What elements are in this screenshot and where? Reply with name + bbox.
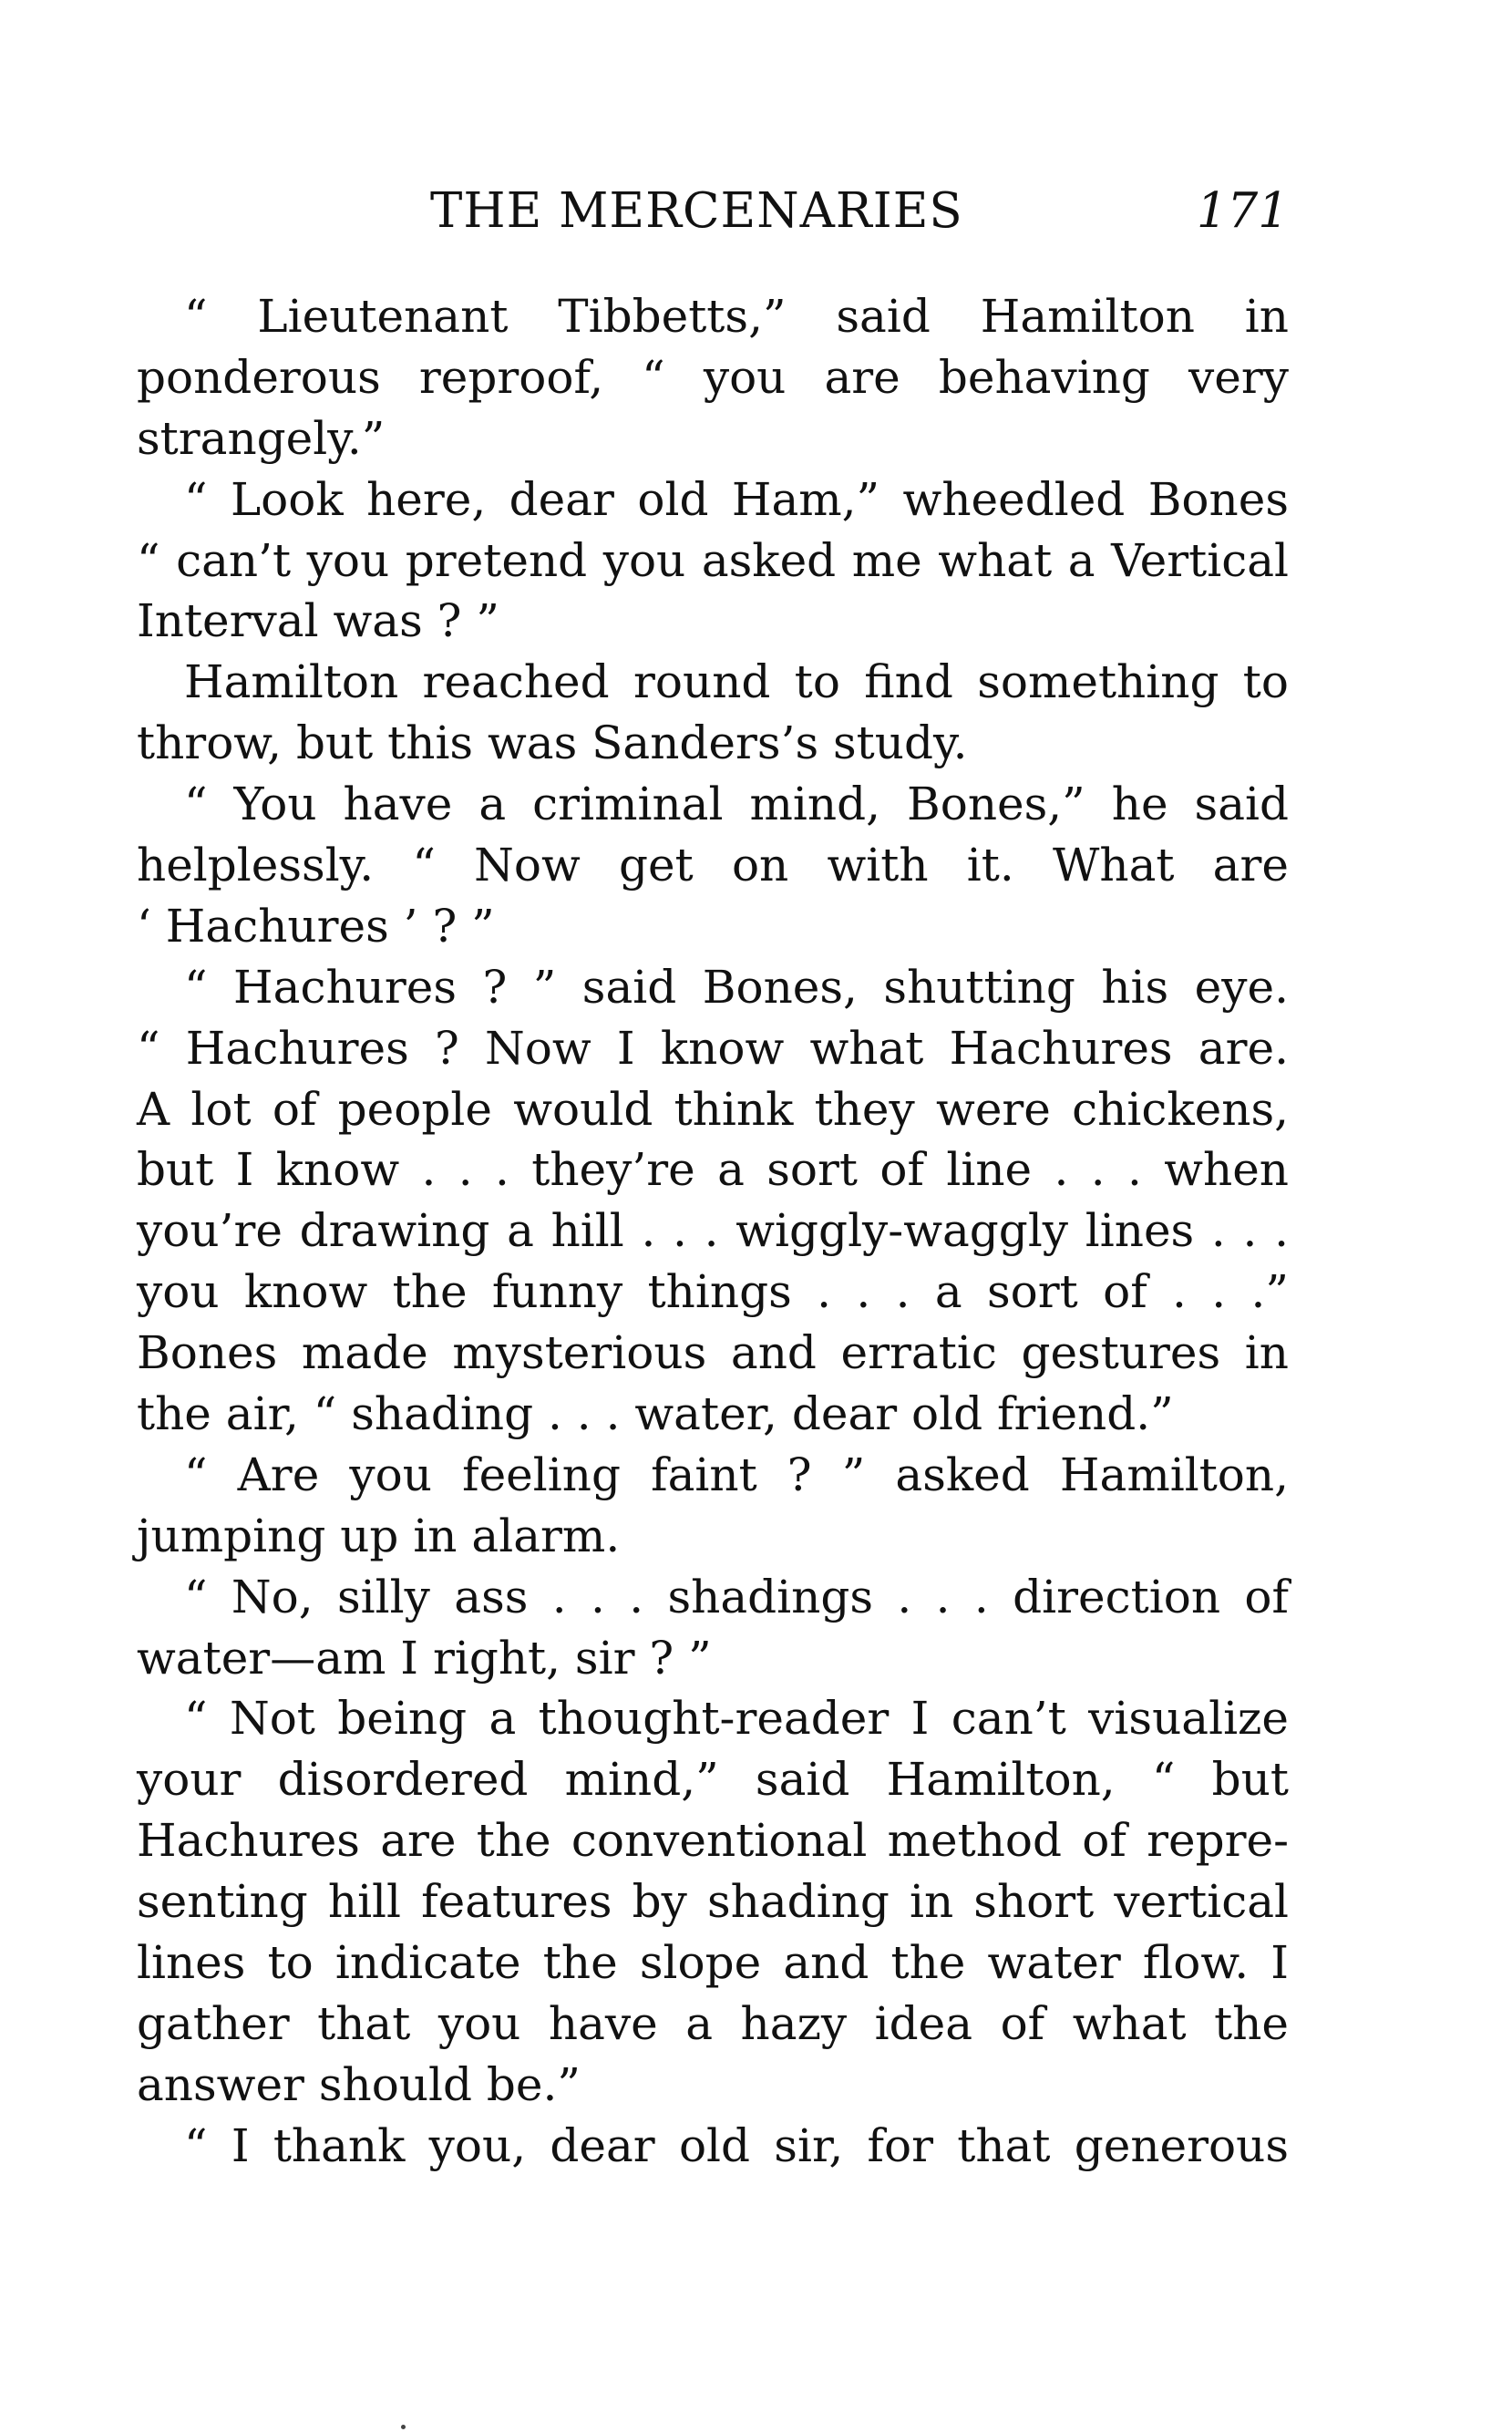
text-line: gather that you have a hazy idea of what the [137, 1996, 1289, 2050]
text-line: Interval was ? ” [137, 594, 499, 648]
text-line: strangely.” [137, 411, 386, 465]
running-title: THE MERCENARIES [430, 183, 963, 239]
text-line: your disordered mind,” said Hamilton, “ but [137, 1753, 1289, 1807]
text-line: senting hill features by shading in short vertical [137, 1875, 1289, 1929]
text-line: Hamilton reached round to find something to [184, 655, 1289, 709]
text-line: “ can’t you pretend you asked me what a Vertical [137, 533, 1289, 587]
running-head [139, 175, 1289, 248]
page-number: 171 [1196, 183, 1289, 239]
text-line: ‘ Hachures ’ ? ” [137, 899, 495, 953]
text-line: helplessly. “ Now get on with it. What are [137, 839, 1289, 892]
body-text [137, 286, 1289, 2177]
text-line: ponderous reproof, “ you are behaving very [137, 350, 1289, 404]
text-line: “ Lieutenant Tibbetts,” said Hamilton in [184, 290, 1289, 343]
text-line: “ Not being a thought-reader I can’t visualize [184, 1692, 1289, 1746]
text-line: A lot of people would think they were chickens, [137, 1082, 1289, 1136]
ink-speck [401, 2425, 406, 2429]
text-line: but I know . . . they’re a sort of line . . . when [137, 1143, 1289, 1197]
text-line: water—am I right, sir ? ” [137, 1631, 712, 1685]
text-line: throw, but this was Sanders’s study. [137, 716, 968, 770]
text-line: “ I thank you, dear old sir, for that generous [184, 2118, 1289, 2172]
text-line: answer should be.” [137, 2057, 581, 2111]
text-line: jumping up in alarm. [137, 1509, 621, 1562]
text-line: “ Are you feeling faint ? ” asked Hamilton, [184, 1448, 1289, 1501]
text-line: “ Look here, dear old Ham,” wheedled Bones [184, 472, 1289, 526]
text-line: “ Hachures ? Now I know what Hachures are. [137, 1021, 1289, 1075]
text-line: you know the funny things . . . a sort of . . .” [137, 1265, 1289, 1319]
text-line: Hachures are the conventional method of repre- [137, 1814, 1289, 1868]
text-line: Bones made mysterious and erratic gestures in [137, 1326, 1289, 1380]
text-line: “ No, silly ass . . . shadings . . . direction of [184, 1570, 1289, 1623]
text-line: you’re drawing a hill . . . wiggly-waggly lines . . . [137, 1204, 1289, 1258]
text-line: “ Hachures ? ” said Bones, shutting his eye. [184, 960, 1289, 1014]
text-line: the air, “ shading . . . water, dear old friend.” [137, 1387, 1174, 1441]
text-line: “ You have a criminal mind, Bones,” he said [184, 778, 1289, 831]
text-line: lines to indicate the slope and the water flow. I [137, 1936, 1289, 1990]
